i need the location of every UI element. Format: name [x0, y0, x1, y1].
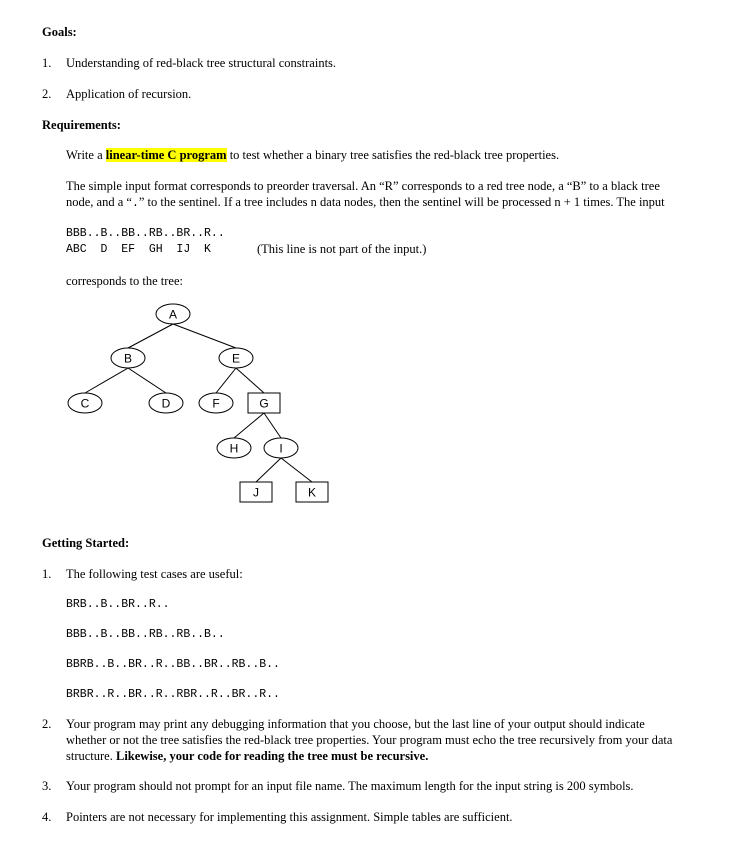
- test-case: BBB..B..BB..RB..RB..B..: [66, 628, 225, 641]
- tree-node-E: [219, 348, 253, 368]
- p1-after: to test whether a binary tree satisfies the red-black tree properties.: [226, 148, 560, 162]
- example-note: (This line is not part of the input.): [257, 242, 427, 256]
- tree-node-label: J: [253, 485, 259, 500]
- p2-line2-end: ” to the sentinel. If a tree includes n data nodes, then the sentinel will be processed n + 1 times. The input: [138, 195, 665, 209]
- test-case: BRBR..R..BR..R..RBR..R..BR..R..: [66, 688, 280, 701]
- item-number: 1.: [42, 567, 52, 581]
- tree-edge-B-C: [85, 368, 128, 393]
- tree-edge-A-B: [128, 324, 173, 348]
- example-node-labels: ABC D EF GH IJ K: [66, 243, 211, 256]
- tree-node-G: [248, 393, 280, 413]
- tree-node-B: [111, 348, 145, 368]
- tree-node-J: [240, 482, 272, 502]
- test-case: BRB..B..BR..R..: [66, 598, 170, 611]
- goal-number: 1.: [42, 56, 52, 70]
- tree-node-H: [217, 438, 251, 458]
- goal-item: Understanding of red-black tree structural constraints.: [66, 56, 337, 70]
- corresponds-text: corresponds to the tree:: [66, 274, 183, 288]
- tree-node-D: [149, 393, 183, 413]
- p1-before: Write a: [66, 148, 106, 162]
- goal-item: Application of recursion.: [66, 87, 192, 101]
- tree-node-C: [68, 393, 102, 413]
- item-3-text: Your program should not prompt for an input file name. The maximum length for the input string is 200 symbols.: [66, 779, 634, 793]
- tree-edge-I-J: [256, 458, 281, 482]
- getting-started-heading: Getting Started:: [42, 536, 130, 550]
- item-2-bold-sentence: Likewise, your code for reading the tree must be recursive.: [115, 749, 429, 763]
- tree-edge-E-F: [216, 368, 236, 393]
- tree-node-label: H: [229, 441, 239, 456]
- sentinel-dot: .: [131, 197, 139, 210]
- tree-edge-I-K: [281, 458, 312, 482]
- example-input: BBB..B..BB..RB..BR..R..: [66, 227, 225, 240]
- goal-number: 2.: [42, 87, 52, 101]
- tree-edge-E-G: [236, 368, 264, 393]
- tree-node-label: K: [307, 485, 317, 500]
- tree-node-label: G: [259, 396, 269, 411]
- tree-node-A: [156, 304, 190, 324]
- requirements-heading: Requirements:: [42, 118, 121, 132]
- tree-node-I: [264, 438, 298, 458]
- item-2-line-2: whether or not the tree satisfies the red-black tree properties. Your program must echo the tree recursively from your data: [66, 733, 673, 747]
- item-2-line-1: Your program may print any debugging information that you choose, but the last line of your output should indicate: [66, 717, 645, 731]
- item-2-line-3-start: structure.: [66, 749, 116, 763]
- tree-node-label: E: [231, 351, 241, 366]
- tree-edge-G-I: [264, 413, 281, 438]
- requirements-paragraph-2-line-1: The simple input format corresponds to preorder traversal. An “R” corresponds to a red tree node, a “B” to a black tree: [66, 179, 660, 193]
- item-4-text: Pointers are not necessary for implementing this assignment. Simple tables are sufficient.: [66, 810, 513, 824]
- highlighted-phrase: linear-time C program: [105, 148, 227, 162]
- tree-node-F: [199, 393, 233, 413]
- tree-node-label: F: [212, 396, 220, 411]
- tree-node-label: B: [123, 351, 133, 366]
- item-number: 2.: [42, 717, 52, 731]
- p2-line2-start: node, and a “: [66, 195, 132, 209]
- item-number: 3.: [42, 779, 52, 793]
- tree-node-label: D: [161, 396, 171, 411]
- test-case: BBRB..B..BR..R..BB..BR..RB..B..: [66, 658, 280, 671]
- item-2-line-3: [66, 749, 428, 764]
- tree-node-label: A: [168, 307, 178, 322]
- tree-edge-G-H: [234, 413, 264, 438]
- item-number: 4.: [42, 810, 52, 824]
- tree-edge-B-D: [128, 368, 166, 393]
- tree-node-label: C: [80, 396, 90, 411]
- item-1-text: The following test cases are useful:: [66, 567, 243, 581]
- tree-node-K: [296, 482, 328, 502]
- goals-heading: Goals:: [42, 25, 77, 39]
- tree-edge-A-E: [173, 324, 236, 348]
- tree-node-label: I: [279, 441, 283, 456]
